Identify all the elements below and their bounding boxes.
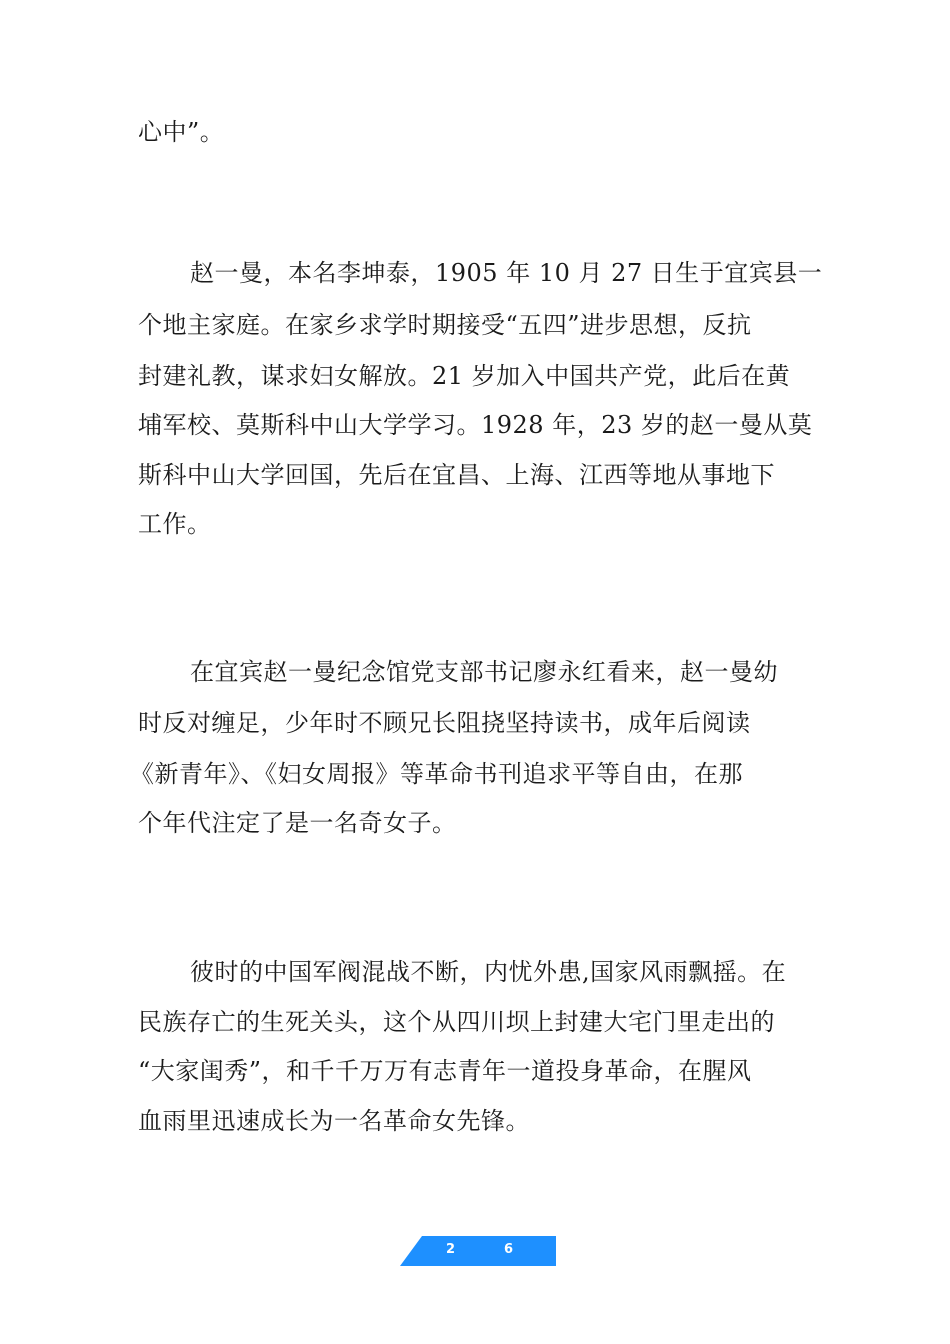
paragraph-line: 个地主家庭。在家乡求学时期接受“五四”进步思想，反抗 xyxy=(138,311,752,339)
paragraph-line: 斯科中山大学回国，先后在宜昌、上海、江西等地从事地下 xyxy=(138,461,775,489)
paragraph-line: 民族存亡的生死关头，这个从四川坝上封建大宅门里走出的 xyxy=(138,1008,775,1036)
page-number-badge xyxy=(400,1236,556,1266)
paragraph-line: 个年代注定了是一名奇女子。 xyxy=(138,809,457,837)
paragraph-line: 彼时的中国军阀混战不断，内忧外患,国家风雨飘摇。在 xyxy=(190,958,787,986)
paragraph-line: 埔军校、莫斯科中山大学学习。1928 年，23 岁的赵一曼从莫 xyxy=(138,411,813,439)
paragraph-line: 《新青年》、《妇女周报》等革命书刊追求平等自由，在那 xyxy=(130,760,743,788)
page-badge-shape xyxy=(400,1236,556,1266)
paragraph-line: 封建礼教，谋求妇女解放。21 岁加入中国共产党，此后在黄 xyxy=(138,362,791,390)
paragraph-line: 心中”。 xyxy=(138,118,225,146)
page-number-digit: 6 xyxy=(504,1242,514,1257)
paragraph-line: 血雨里迅速成长为一名革命女先锋。 xyxy=(138,1107,530,1135)
paragraph-line: 工作。 xyxy=(138,510,212,538)
paragraph-line: 在宜宾赵一曼纪念馆党支部书记廖永红看来，赵一曼幼 xyxy=(190,658,778,686)
paragraph-line: 时反对缠足，少年时不顾兄长阻挠坚持读书，成年后阅读 xyxy=(138,709,751,737)
paragraph-line: 赵一曼，本名李坤泰，1905 年 10 月 27 日生于宜宾县一 xyxy=(190,259,823,287)
paragraph-line: “大家闺秀”，和千千万万有志青年一道投身革命，在腥风 xyxy=(138,1057,752,1085)
page-number-digit: 2 xyxy=(446,1242,456,1257)
